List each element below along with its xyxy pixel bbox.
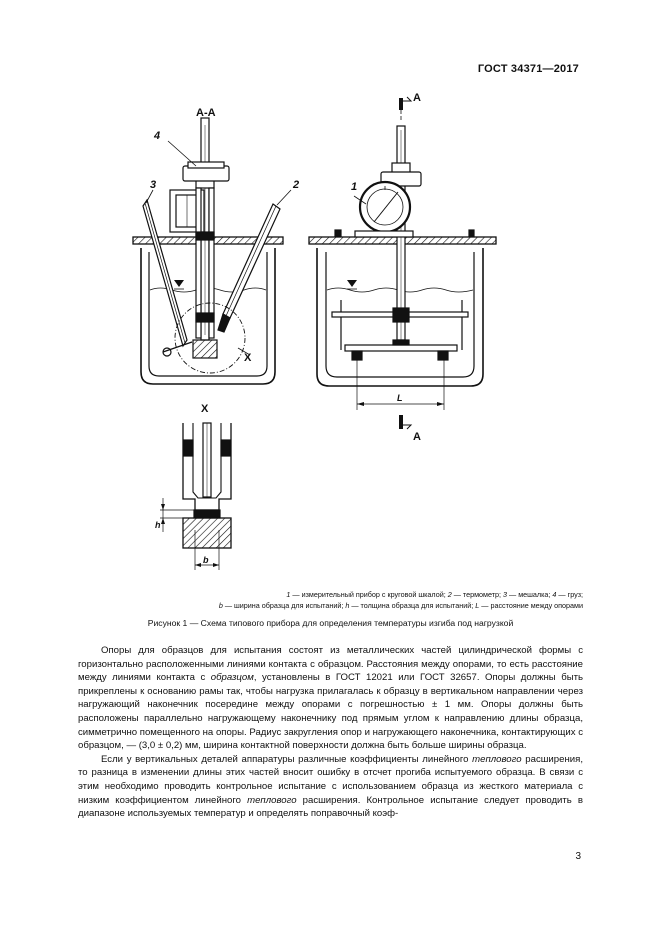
legend-text-l: — расстояние между опорами	[479, 601, 583, 610]
legend-text-b: — ширина образца для испытаний;	[222, 601, 346, 610]
dimension-l-label: L	[397, 393, 403, 403]
paragraph-2-emphasis-1: теплового	[472, 753, 522, 765]
legend-text-h: — толщина образца для испытаний;	[349, 601, 476, 610]
document-header: ГОСТ 34371—2017	[477, 63, 579, 75]
paragraph-1-part-b: , установлены в ГОСТ 12021 или ГОСТ 32657. Опоры должны быть прикреплены к основанию рамы так, чтобы нагрузка прилагалась к образцу в вертикальном направлении через нагружающий наконечник посередине между опорами с погрешностью ± 1 мм. Опоры должны быть расположены параллельно нагружающему наконечнику под прямым углом к направлению длины образца, симметрично помещенного на опоры. Радиус закругления опор и нагружающего наконечника, контактирующих с образцом, — (3,0 ± 0,2) мм, ширина контактной поверхности должна быть больше ширины образца.	[78, 672, 583, 752]
figure-legend-line-1	[78, 589, 583, 600]
paragraph-2	[78, 753, 583, 821]
right-view	[309, 97, 496, 429]
body-text	[78, 644, 583, 821]
detail-x-view	[160, 423, 231, 570]
legend-text-2: — термометр;	[451, 590, 504, 599]
legend-text-3: — мешалка;	[507, 590, 553, 599]
left-view-section-aa	[133, 118, 291, 384]
callout-4: 4	[154, 130, 161, 142]
legend-key-3: 3	[503, 590, 508, 599]
legend-key-4: 4	[552, 590, 557, 599]
cut-a-bottom-label: А	[413, 431, 421, 443]
paragraph-2-part-a: Если у вертикальных деталей аппаратуры различные коэффициенты линейного	[101, 753, 473, 765]
detail-x-title: X	[201, 403, 209, 415]
paragraph-2-emphasis-2: теплового	[247, 794, 297, 806]
legend-key-2: 2	[447, 590, 452, 599]
legend-text-1: — измерительный прибор с круговой шкалой;	[290, 590, 448, 599]
legend-key-1: 1	[286, 590, 291, 599]
legend-key-l: L	[475, 601, 480, 610]
page-number: 3	[575, 851, 581, 862]
callout-2: 2	[293, 179, 300, 191]
legend-text-4: — груз;	[556, 590, 583, 599]
paragraph-1-part-a: Опоры для образцов для испытания состоят из металлических частей цилиндрической формы с горизонтально расположенными линиями контакта с образцом. Расстояния между опорами, то есть расстояние между линиями контакта с	[78, 645, 583, 684]
dimension-h-label: h	[155, 520, 161, 530]
detail-x-marker: X	[244, 352, 252, 364]
paragraph-2-part-b: расширения, то разница в изменении длины этих частей вносит ошибку в отсчет прогиба испытуемого образца. В связи с этим необходимо проводить контрольное испытание с использованием образца из жесткого материала с низким коэффициентом линейного	[78, 753, 583, 806]
callout-1: 1	[351, 181, 358, 193]
dimension-b-label: b	[203, 555, 209, 565]
figure-caption: Рисунок 1 — Схема типового прибора для определения температуры изгиба под нагрузкой	[147, 618, 514, 628]
section-aa-label: А-А	[196, 107, 216, 119]
cut-a-top-label: А	[413, 92, 421, 104]
callout-3: 3	[150, 179, 157, 191]
figure-legend-line-2	[78, 600, 583, 611]
paragraph-2-part-c: расширения. Контрольное испытание следует проводить в диапазоне используемых температур и определять поправочный коэф-	[78, 794, 583, 820]
legend-key-b: b	[218, 601, 223, 610]
legend-key-h: h	[345, 601, 350, 610]
paragraph-1-emphasis: образцом	[210, 672, 254, 684]
paragraph-1	[78, 644, 583, 753]
